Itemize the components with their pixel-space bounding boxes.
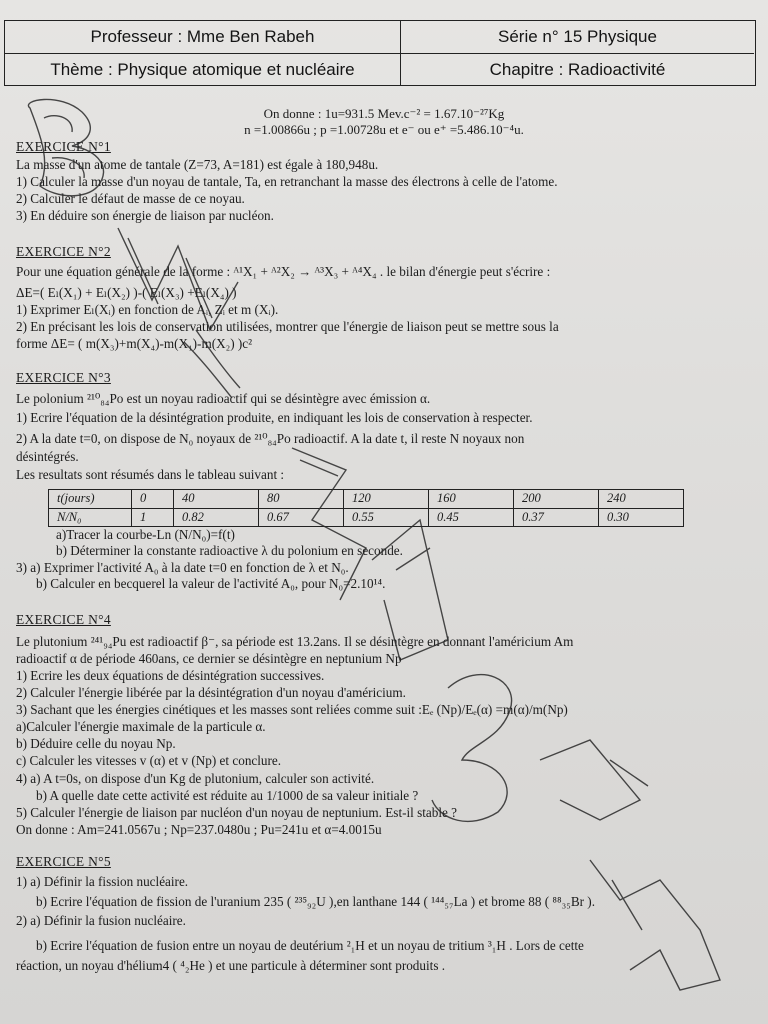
ex4-line: 1) Ecrire les deux équations de désintégration successives. [16, 668, 325, 683]
ex4-line: c) Calculer les vitesses v (α) et v (Np) et conclure. [16, 753, 282, 768]
exercise-1-title: EXERCICE N°1 [16, 139, 111, 154]
ex4-line: a)Calculer l'énergie maximale de la particule α. [16, 719, 266, 734]
ex5-line: b) Ecrire l'équation de fusion entre un noyau de deutérium ²₁H et un noyau de tritium ³₁H . Lors de cette [36, 938, 584, 953]
table-row [49, 490, 684, 509]
ex4-line: radioactif α de période 460ans, ce dernier se désintègre en neptunium Np [16, 651, 402, 666]
ex1-line: 2) Calculer le défaut de masse de ce noyau. [16, 191, 245, 206]
series-cell: Série n° 15 Physique [401, 21, 754, 54]
ex3-line: b) Calculer en becquerel la valeur de l'activité A₀, pour N₀=2.10¹⁴. [36, 576, 386, 591]
table-cell: 0 [132, 490, 174, 509]
ex2-line: forme ΔE= ( m(X₃)+m(X₄)-m(X₁)-m(X₂) )c² [16, 336, 253, 351]
ex2-line: 1) Exprimer Eₗ(Xᵢ) en fonction de Aᵢ, Zᵢ et m (Xᵢ). [16, 302, 279, 317]
ex3-line: b) Déterminer la constante radioactive λ du polonium en seconde. [56, 543, 403, 558]
exercise-3-title: EXERCICE N°3 [16, 370, 111, 385]
watermark-stroke [590, 860, 720, 990]
ex4-line: On donne : Am=241.0567u ; Np=237.0480u ; Pu=241u et α=4.0015u [16, 822, 382, 837]
ex4-line: 5) Calculer l'énergie de liaison par nucléon d'un noyau de neptunium. Est-il stable ? [16, 805, 458, 820]
table-cell: 0.67 [258, 508, 343, 527]
polonium-decay-table [48, 489, 684, 527]
table-cell: 1 [132, 508, 174, 527]
table-cell: 120 [343, 490, 428, 509]
ex1-line: 3) En déduire son énergie de liaison par nucléon. [16, 208, 274, 223]
table-cell: 200 [513, 490, 598, 509]
given-constants-2: n =1.00866u ; p =1.00728u et e⁻ ou e⁺ =5.486.10⁻⁴u. [244, 122, 524, 137]
ex4-line: Le plutonium ²⁴¹₉₄Pu est radioactif β⁻, sa période est 13.2ans. Il se désintègre en donnant l'américium Am [16, 634, 574, 649]
ex1-line: 1) Calculer la masse d'un noyau de tantale, Ta, en retranchant la masse des électrons à celle de l'atome. [16, 174, 558, 189]
table-cell: 80 [258, 490, 343, 509]
given-constants-1: On donne : 1u=931.5 Mev.c⁻² = 1.67.10⁻²⁷Kg [263, 106, 505, 121]
table-header-ratio: N/N₀ [49, 508, 132, 527]
chapter-cell: Chapitre : Radioactivité [489, 59, 666, 79]
table-cell: 0.45 [428, 508, 513, 527]
professor-cell: Professeur : Mme Ben Rabeh [5, 21, 401, 54]
ex3-line: Les resultats sont résumés dans le tableau suivant : [16, 467, 285, 482]
table-cell: 240 [598, 490, 683, 509]
ex3-line: 3) a) Exprimer l'activité A₀ à la date t=0 en fonction de λ et N₀. [16, 560, 349, 575]
exercise-2-title: EXERCICE N°2 [16, 244, 111, 259]
table-header-t: t(jours) [49, 490, 132, 509]
theme-cell: Thème : Physique atomique et nucléaire [5, 54, 401, 85]
ex5-line: 2) a) Définir la fusion nucléaire. [16, 913, 186, 928]
exercise-5-title: EXERCICE N°5 [16, 854, 111, 869]
ex2-line: 2) En précisant les lois de conservation utilisées, montrer que l'énergie de liaison peut se mettre sous la [16, 319, 559, 334]
ex4-line: b) Déduire celle du noyau Np. [16, 736, 176, 751]
ex3-line: Le polonium ²¹⁰₈₄Po est un noyau radioactif qui se désintègre avec émission α. [16, 391, 431, 406]
exercise-4-title: EXERCICE N°4 [16, 612, 111, 627]
ex5-line: b) Ecrire l'équation de fission de l'uranium 235 ( ²³⁵₉₂U ),en lanthane 144 ( ¹⁴⁴₅₇La ) et brome 88 ( ⁸⁸₃₅Br ). [36, 894, 596, 909]
ex4-line: 3) Sachant que les énergies cinétiques et les masses sont reliées comme suit :Eₑ (Np)/Eₑ(α) =m(α)/m(Np) [16, 702, 568, 717]
ex4-line: 2) Calculer l'énergie libérée par la désintégration d'un noyau d'américium. [16, 685, 406, 700]
ex5-line: 1) a) Définir la fission nucléaire. [16, 874, 189, 889]
ex2-line: Pour une équation générale de la forme : ᴬ¹X₁ + ᴬ²X₂ → ᴬ³X₃ + ᴬ⁴X₄ . le bilan d'énergie peut s'écrire : [16, 264, 551, 279]
table-cell: 40 [173, 490, 258, 509]
ex3-line: a)Tracer la courbe-Ln (N/N₀)=f(t) [56, 527, 235, 542]
table-cell: 0.37 [513, 508, 598, 527]
ex3-line: 2) A la date t=0, on dispose de N₀ noyaux de ²¹⁰₈₄Po radioactif. A la date t, il reste N noyaux non [16, 431, 525, 446]
ex4-line: b) A quelle date cette activité est réduite au 1/1000 de sa valeur initiale ? [36, 788, 419, 803]
ex3-line: 1) Ecrire l'équation de la désintégration produite, en indiquant les lois de conservation à respecter. [16, 410, 533, 425]
table-cell: 0.82 [173, 508, 258, 527]
watermark-stroke [540, 740, 648, 820]
ex1-line: La masse d'un atome de tantale (Z=73, A=181) est égale à 180,948u. [16, 157, 379, 172]
table-row [49, 508, 684, 527]
table-cell: 0.55 [343, 508, 428, 527]
ex4-line: 4) a) A t=0s, on dispose d'un Kg de plutonium, calculer son activité. [16, 771, 375, 786]
table-cell: 160 [428, 490, 513, 509]
table-cell: 0.30 [598, 508, 683, 527]
ex3-line: désintégrés. [16, 449, 79, 464]
watermark-stroke [432, 675, 512, 822]
ex2-line: ΔE=( Eₗ(X₁) + Eₗ(X₂) )-( Eₗ(X₃) +Eₗ(X₄) ) [16, 285, 237, 300]
header-table [4, 20, 756, 86]
ex5-line: réaction, un noyau d'hélium4 ( ⁴₂He ) et une particule à déterminer sont produits . [16, 958, 446, 973]
